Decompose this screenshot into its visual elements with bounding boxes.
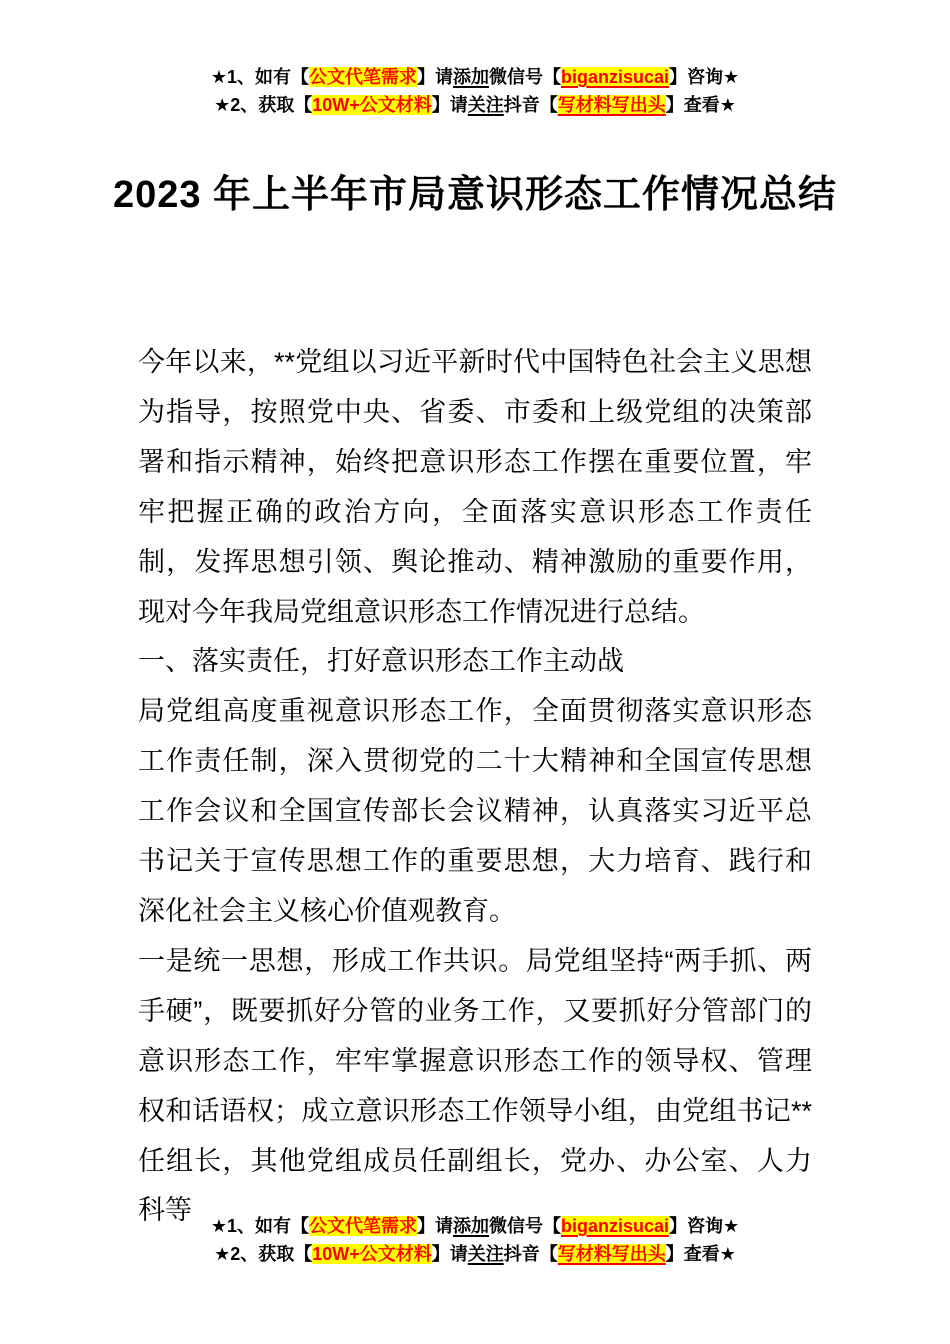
promo-segment-hl-red: 10W+公文材料 xyxy=(312,95,432,115)
section-1-heading: 一、落实责任，打好意识形态工作主动战 xyxy=(138,646,624,677)
promo-segment-plain: ★2、获取【 xyxy=(214,1244,313,1264)
promo-segment-plain: 】咨询★ xyxy=(669,1216,740,1236)
promo-segment-plain: 】查看★ xyxy=(665,1244,736,1264)
promo-segment-hl-red-underline: biganzisucai xyxy=(560,67,670,87)
promo-segment-plain: 抖音【 xyxy=(503,95,558,115)
promo-segment-hl-red: 公文代笔需求 xyxy=(308,67,417,87)
promo-segment-plain: 】请 xyxy=(416,1216,453,1236)
promo-segment-hl-red-underline: 写材料写出头 xyxy=(557,1244,666,1264)
promo-segment-plain: ★1、如有【 xyxy=(210,67,309,87)
promo-header-line-2 xyxy=(0,91,950,119)
promo-segment-hl-red-underline: biganzisucai xyxy=(560,1216,670,1236)
promo-footer-line-1 xyxy=(0,1212,950,1240)
promo-segment-hl-red: 10W+公文材料 xyxy=(312,1244,432,1264)
promo-footer-line-2 xyxy=(0,1240,950,1268)
promo-header xyxy=(0,63,950,119)
promo-segment-hl-red-underline: 写材料写出头 xyxy=(557,95,666,115)
promo-segment-plain: 】请 xyxy=(416,67,453,87)
promo-segment-plain: 微信号【 xyxy=(488,1216,561,1236)
paragraph-body: 一是统一思想，形成工作共识。局党组坚持“两手抓、两手硬”，既要抓好分管的业务工作，又要抓好分管部门的意识形态工作，牢牢掌握意识形态工作的领导权、管理权和话语权；成立意识形态工作领导小组，由党组书记**任组长，其他党组成员任副组长，党办、办公室、人力科等 xyxy=(138,945,812,1226)
promo-header-line-1 xyxy=(0,63,950,91)
promo-segment-hl-red: 公文代笔需求 xyxy=(308,1216,417,1236)
promo-segment-plain: 抖音【 xyxy=(503,1244,558,1264)
promo-segment-plain: ★1、如有【 xyxy=(210,1216,309,1236)
promo-segment-underline: 添加 xyxy=(452,67,489,87)
promo-segment-plain: 】咨询★ xyxy=(669,67,740,87)
promo-segment-plain: 】请 xyxy=(431,95,468,115)
promo-segment-underline: 关注 xyxy=(467,1244,504,1264)
paragraph-body: 局党组高度重视意识形态工作，全面贯彻落实意识形态工作责任制，深入贯彻党的二十大精神和全国宣传思想工作会议和全国宣传部长会议精神，认真落实习近平总书记关于宣传思想工作的重要思想，大力培育、践行和深化社会主义核心价值观教育。 xyxy=(138,696,812,926)
document-title: 2023 年上半年市局意识形态工作情况总结 xyxy=(112,174,838,217)
promo-segment-plain: ★2、获取【 xyxy=(214,95,313,115)
promo-segment-plain: 微信号【 xyxy=(488,67,561,87)
promo-segment-underline: 关注 xyxy=(467,95,504,115)
promo-segment-underline: 添加 xyxy=(452,1216,489,1236)
promo-segment-plain: 】查看★ xyxy=(665,95,736,115)
document-body xyxy=(138,338,812,1236)
promo-segment-plain: 】请 xyxy=(431,1244,468,1264)
paragraph-intro: 今年以来，**党组以习近平新时代中国特色社会主义思想为指导，按照党中央、省委、市委和上级党组的决策部署和指示精神，始终把意识形态工作摆在重要位置，牢牢把握正确的政治方向，全面落实意识形态工作责任制，发挥思想引领、舆论推动、精神激励的重要作用，现对今年我局党组意识形态工作情况进行总结。 xyxy=(138,347,812,627)
promo-footer xyxy=(0,1212,950,1268)
